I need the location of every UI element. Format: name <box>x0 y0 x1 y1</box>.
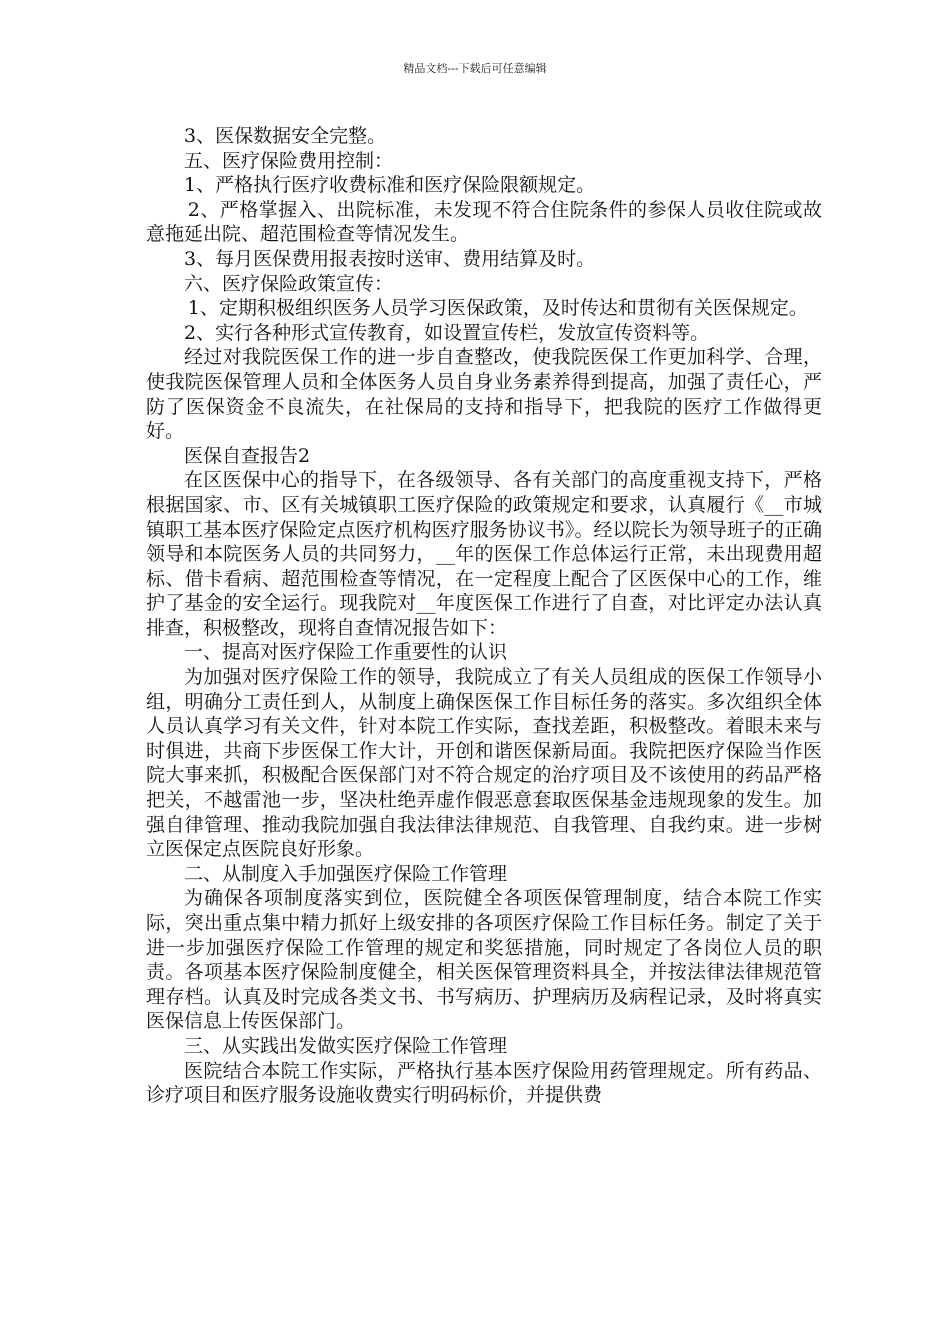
paragraph-4: 2、严格掌握入、出院标准，未发现不符合住院条件的参保人员收住院或故意拖延出院、超范围检查等情况发生。 <box>146 198 822 246</box>
paragraph-13: 为加强对医疗保险工作的领导，我院成立了有关人员组成的医保工作领导小组，明确分工责任到人，从制度上确保医保工作目标任务的落实。多次组织全体人员认真学习有关文件，针对本院工作实际，查找差距，积极整改。着眼未来与时俱进，共商下步医保工作大计，开创和谐医保新局面。我院把医疗保险当作医院大事来抓，积极配合医保部门对不符合规定的治疗项目及不该使用的药品严格把关，不越雷池一步，坚决杜绝弄虚作假恶意套取医保基金违规现象的发生。加强自律管理、推动我院加强自我法律法律规范、自我管理、自我约束。进一步树立医保定点医院良好形象。 <box>146 666 822 861</box>
section-2-heading: 二、从制度入手加强医疗保险工作管理 <box>184 862 508 885</box>
paragraph-3: 1、严格执行医疗收费标准和医疗保险限额规定。 <box>184 174 596 197</box>
paragraph-11: 在区医保中心的指导下，在各级领导、各有关部门的高度重视支持下，严格根据国家、市、区有关城镇职工医疗保险的政策规定和要求，认真履行《__市城镇职工基本医疗保险定点医疗机构医疗服务协议书》。经以院长为领导班子的正确领导和本院医务人员的共同努力，__年的医保工作总体运行正常，未出现费用超标、借卡看病、超范围检查等情况，在一定程度上配合了区医保中心的工作，维护了基金的安全运行。现我院对__年度医保工作进行了自查，对比评定办法认真排查，积极整改，现将自查情况报告如下： <box>146 469 822 639</box>
paragraph-1: 3、医保数据安全完整。 <box>184 125 387 147</box>
heading-6-policy-publicity: 六、医疗保险政策宣传： <box>184 272 394 295</box>
heading-5-cost-control: 五、医疗保险费用控制： <box>184 149 394 172</box>
section-1-heading: 一、提高对医疗保险工作重要性的认识 <box>184 641 508 664</box>
section-3-heading: 三、从实践出发做实医疗保险工作管理 <box>184 1034 508 1057</box>
document-body <box>146 124 822 1108</box>
paragraph-9: 经过对我院医保工作的进一步自查整改，使我院医保工作更加科学、合理，使我院医保管理人员和全体医务人员自身业务素养得到提高，加强了责任心，严防了医保资金不良流失，在社保局的支持和指导下，把我院的医疗工作做得更好。 <box>146 346 822 443</box>
paragraph-5: 3、每月医保费用报表按时送审、费用结算及时。 <box>184 247 596 270</box>
paragraph-8: 2、实行各种形式宣传教育，如设置宣传栏，发放宣传资料等。 <box>184 321 710 344</box>
paragraph-17: 医院结合本院工作实际，严格执行基本医疗保险用药管理规定。所有药品、诊疗项目和医疗服务设施收费实行明码标价，并提供费 <box>146 1059 822 1107</box>
paragraph-7: 1、定期积极组织医务人员学习医保政策，及时传达和贯彻有关医保规定。 <box>187 297 808 320</box>
paragraph-15: 为确保各项制度落实到位，医院健全各项医保管理制度，结合本院工作实际，突出重点集中精力抓好上级安排的各项医疗保险工作目标任务。制定了关于进一步加强医疗保险工作管理的规定和奖惩措施，同时规定了各岗位人员的职责。各项基本医疗保险制度健全，相关医保管理资料具全，并按法律法律规范管理存档。认真及时完成各类文书、书写病历、护理病历及病程记录，及时将真实医保信息上传医保部门。 <box>146 887 822 1033</box>
report-2-title: 医保自查报告2 <box>184 444 311 467</box>
page-header: 精品文档---下载后可任意编辑 <box>403 62 547 75</box>
